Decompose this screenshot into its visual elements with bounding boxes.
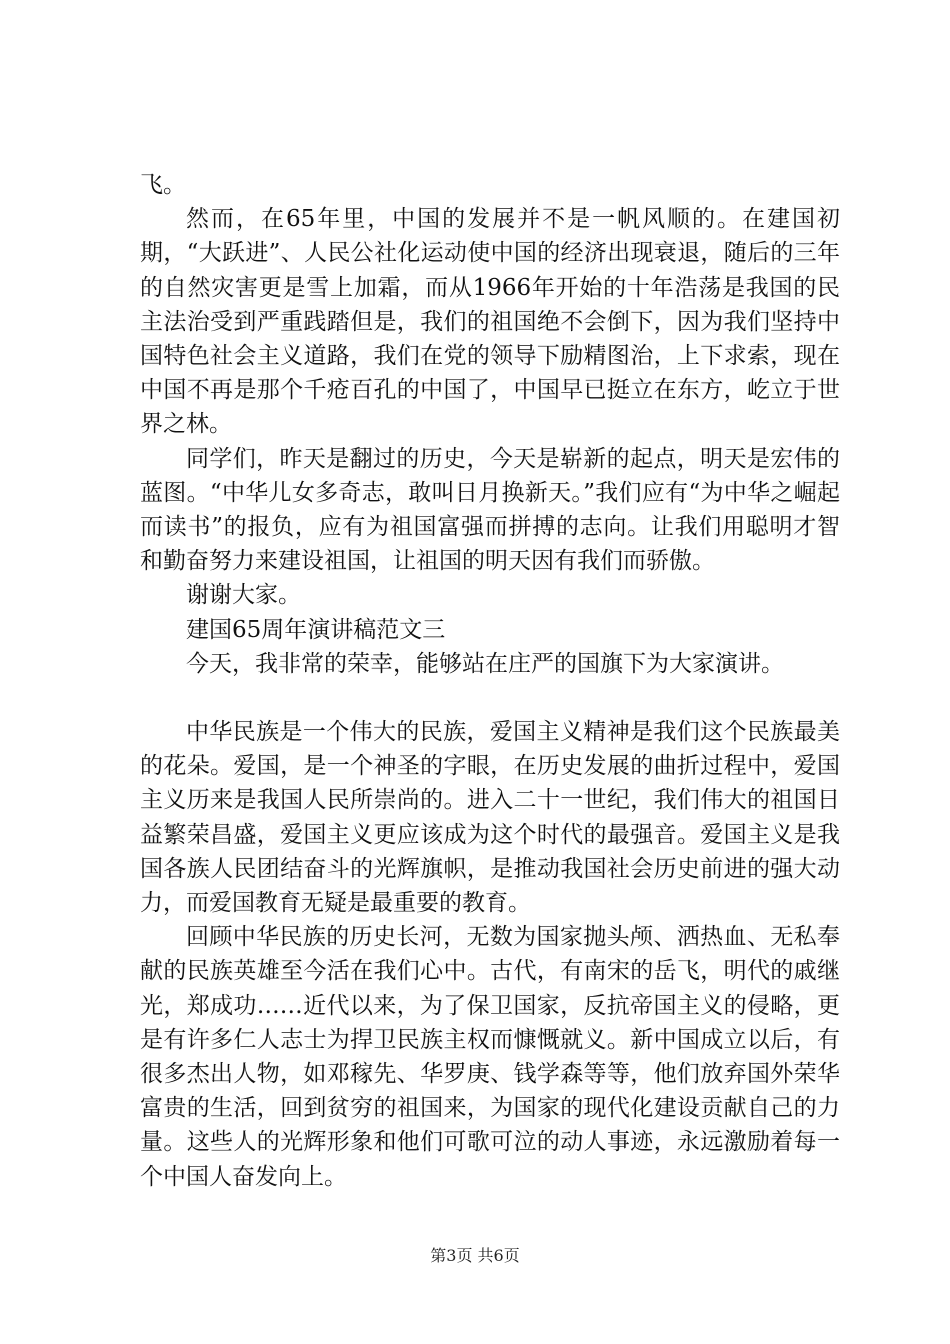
paragraph-7: 中华民族是一个伟大的民族，爱国主义精神是我们这个民族最美的花朵。爱国，是一个神圣的字眼，在历史发展的曲折过程中，爱国主义历来是我国人民所崇尚的。进入二十一世纪，我们伟大的祖国日益繁荣昌盛，爱国主义更应该成为这个时代的最强音。爱国主义是我国各族人民团结奋斗的光辉旗帜，是推动我国社会历史前进的强大动力，而爱国教育无疑是最重要的教育。 [140, 719, 840, 917]
paragraph-8: 回顾中华民族的历史长河，无数为国家抛头颅、洒热血、无私奉献的民族英雄至今活在我们心中。古代，有南宋的岳飞，明代的戚继光，郑成功……近代以来，为了保卫国家，反抗帝国主义的侵略，更是有许多仁人志士为捍卫民族主权而慷慨就义。新中国成立以后，有很多杰出人物，如邓稼先、华罗庚、钱学森等等，他们放弃国外荣华富贵的生活，回到贫穷的祖国来，为国家的现代化建设贡献自己的力量。这些人的光辉形象和他们可歌可泣的动人事迹，永远激励着每一个中国人奋发向上。 [140, 924, 840, 1190]
document-body [140, 168, 840, 1194]
paragraph-2: 同学们，昨天是翻过的历史，今天是崭新的起点，明天是宏伟的蓝图。“中华儿女多奇志，敢叫日月换新天。”我们应有“为中华之崛起而读书”的报负，应有为祖国富强而拼搏的志向。让我们用聪明才智和勤奋努力来建设祖国，让祖国的明天因有我们而骄傲。 [140, 445, 840, 575]
blank-line [140, 681, 840, 715]
paragraph-0: 飞。 [140, 172, 186, 198]
page-number-footer: 第3页 共6页 [430, 1246, 520, 1265]
paragraph-3: 谢谢大家。 [186, 582, 301, 609]
paragraph-5: 今天，我非常的荣幸，能够站在庄严的国旗下为大家演讲。 [186, 650, 784, 677]
section-heading: 建国65周年演讲稿范文三 [186, 616, 446, 643]
paragraph-1: 然而，在65年里，中国的发展并不是一帆风顺的。在建国初期，“大跃进”、人民公社化运动使中国的经济出现衰退，随后的三年的自然灾害更是雪上加霜，而从1966年开始的十年浩荡是我国的民主法治受到严重践踏但是，我们的祖国绝不会倒下，因为我们坚持中国特色社会主义道路，我们在党的领导下励精图治，上下求索，现在中国不再是那个千疮百孔的中国了，中国早已挺立在东方，屹立于世界之林。 [140, 206, 840, 438]
